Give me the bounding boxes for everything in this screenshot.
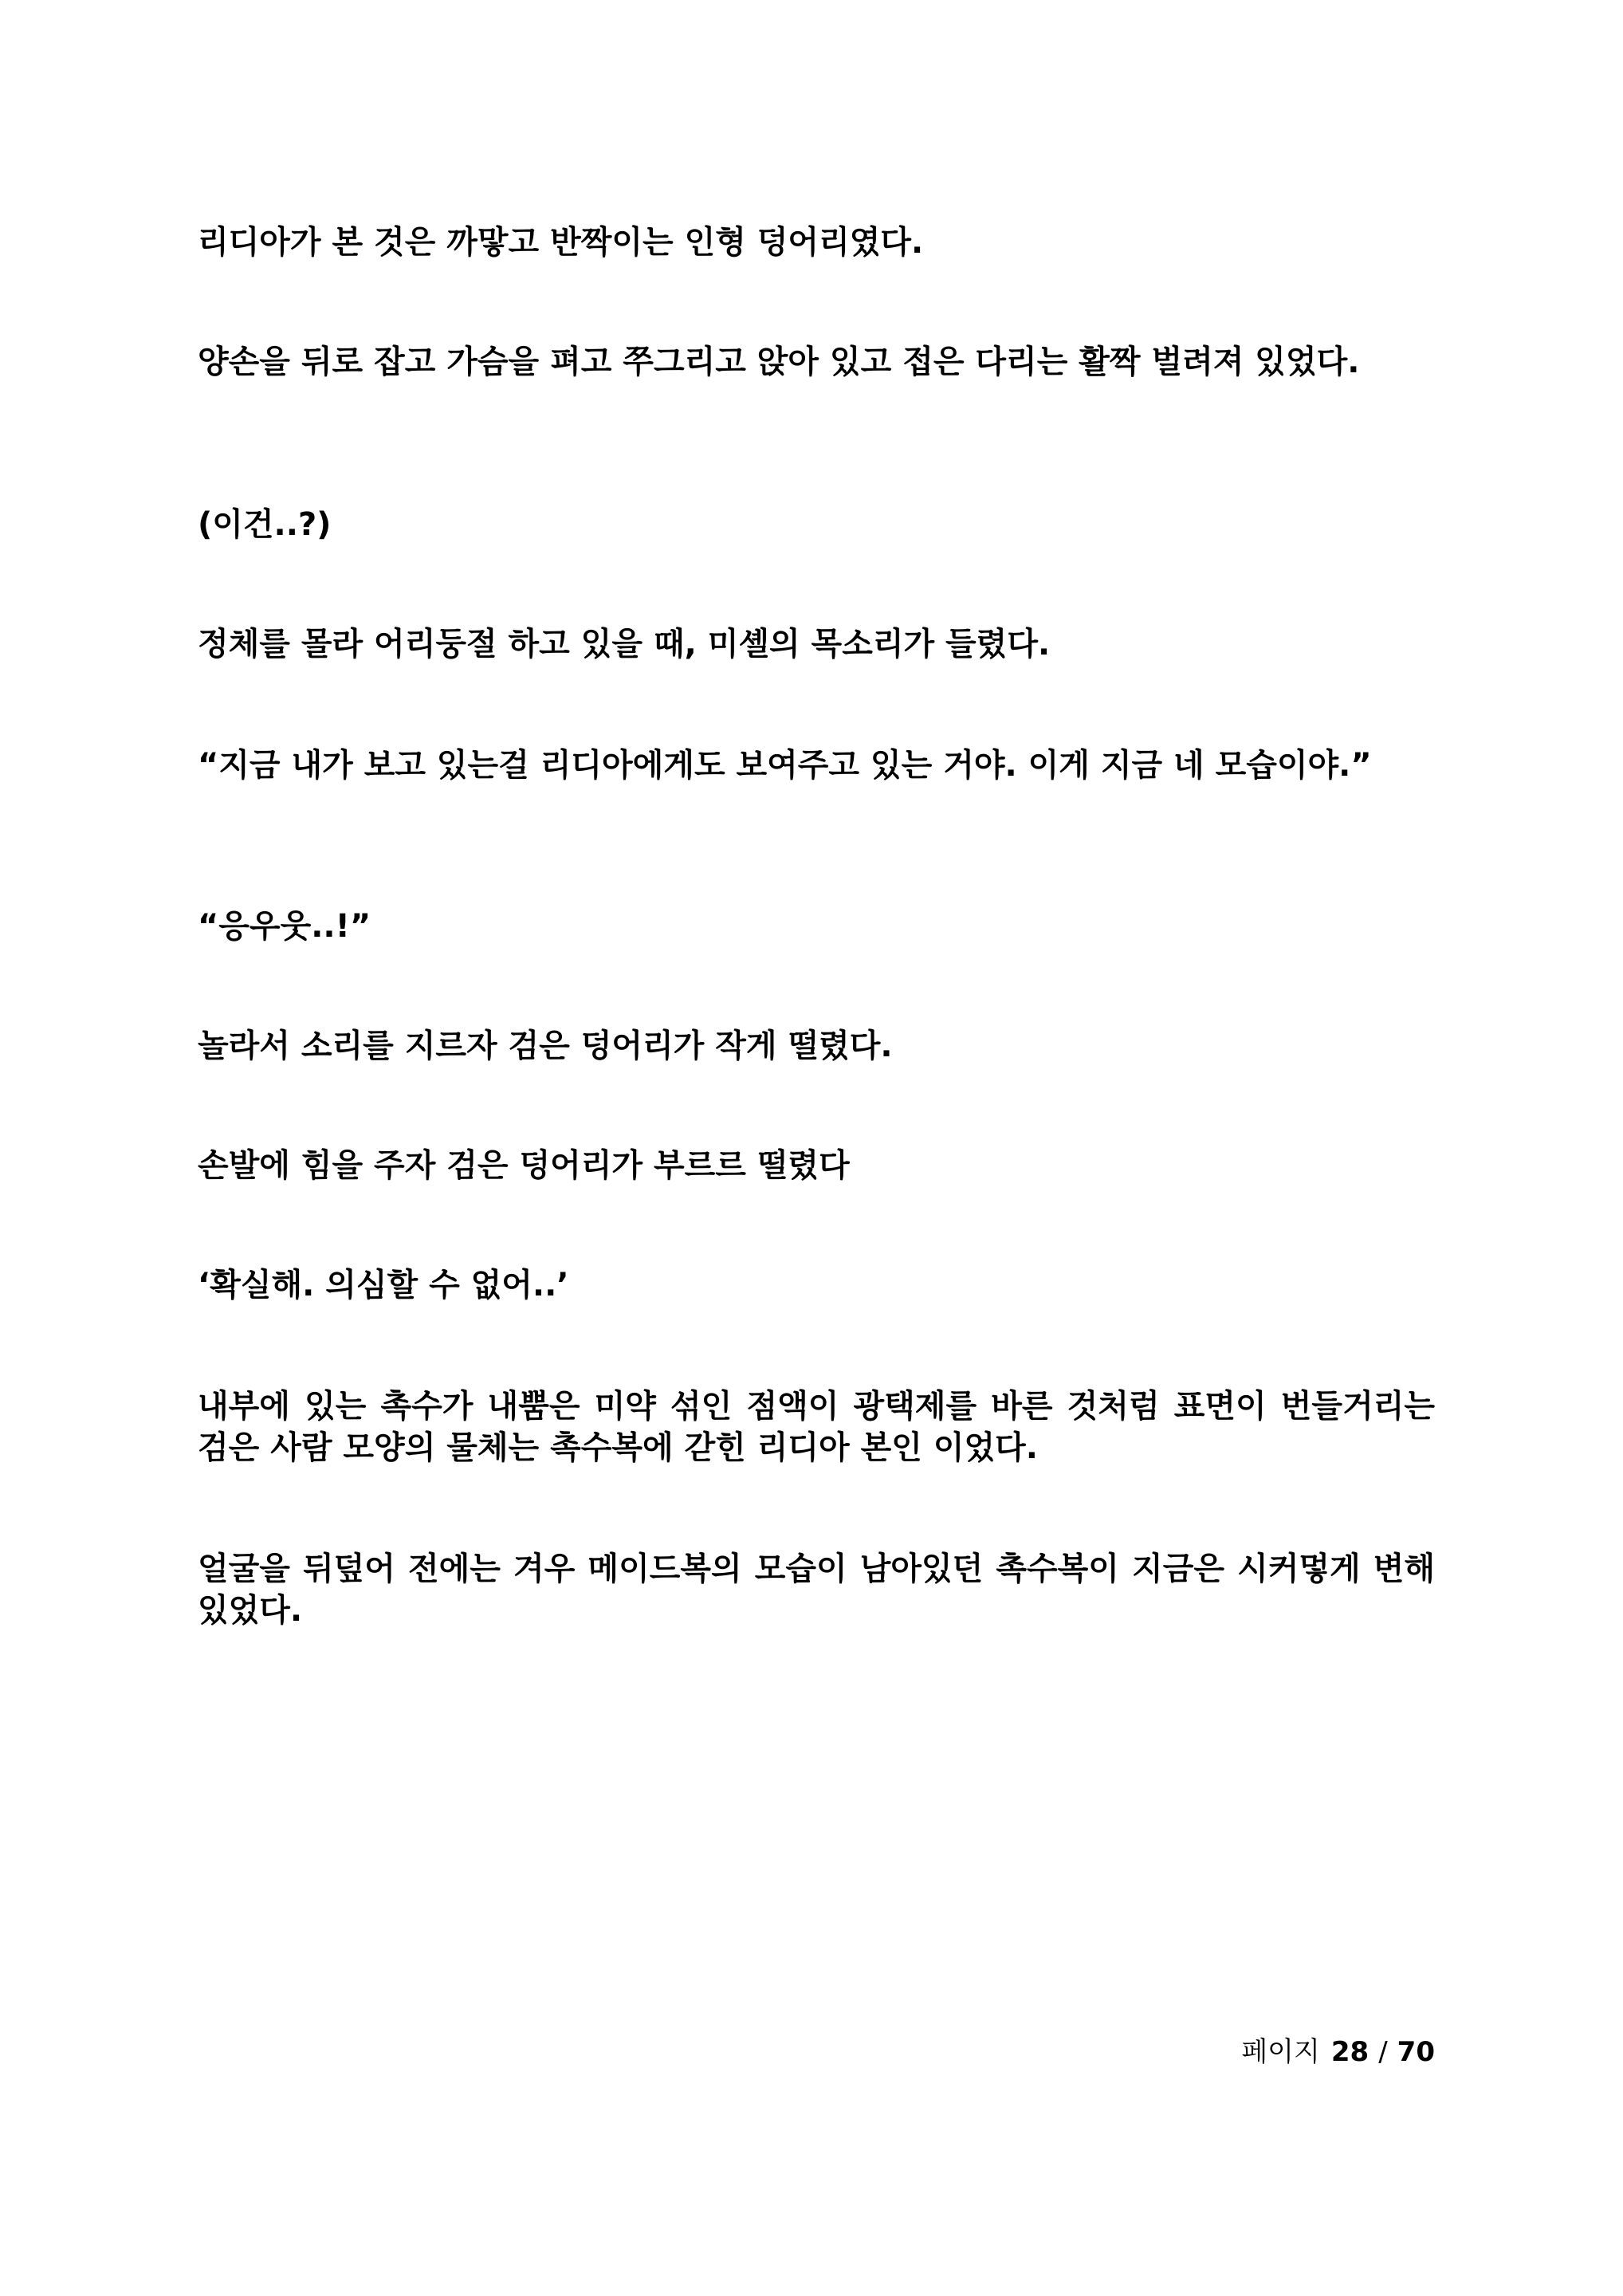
- paragraph: 양손을 뒤로 잡고 가슴을 펴고 쭈그리고 앉아 있고 접은 다리는 활짝 벌려져 있었다.: [198, 344, 1360, 380]
- current-page-number: 28: [1330, 2036, 1370, 2068]
- paragraph: ‘확실해. 의심할 수 없어..’: [198, 1267, 569, 1303]
- paragraph: 손발에 힘을 주자 검은 덩어리가 부르르 떨렸다: [198, 1147, 850, 1184]
- paragraph: “지금 내가 보고 있는걸 리디아에게도 보여주고 있는 거야. 이게 지금 네 모습이야.”: [198, 747, 1372, 784]
- page-label: 페이지: [1241, 2036, 1320, 2068]
- paragraph: 리디아가 본 것은 까맣고 반짝이는 인형 덩어리였다.: [198, 224, 924, 261]
- paragraph: “응우웃..!”: [198, 908, 371, 945]
- paragraph: 얼굴을 뒤덮어 전에는 겨우 메이드복의 모습이 남아있던 촉수복이 지금은 시커멓게 변해 있었다.: [198, 1551, 1435, 1629]
- paragraph: 정체를 몰라 어리둥절 하고 있을 때, 미셸의 목소리가 들렸다.: [198, 626, 1051, 662]
- page-number-footer: [1241, 2035, 1435, 2070]
- paragraph: (이건..?): [198, 506, 332, 543]
- paragraph: 내부에 있는 촉수가 내뿜은 미약 섞인 점액이 광택제를 바른 것처럼 표면이 번들거리는 검은 사람 모양의 물체는 촉수복에 갇힌 리디아 본인 이었다.: [198, 1388, 1435, 1466]
- paragraph: 놀라서 소리를 지르자 검은 덩어리가 작게 떨렸다.: [198, 1028, 893, 1064]
- total-page-count: 70: [1397, 2036, 1435, 2068]
- page-separator: /: [1378, 2036, 1388, 2068]
